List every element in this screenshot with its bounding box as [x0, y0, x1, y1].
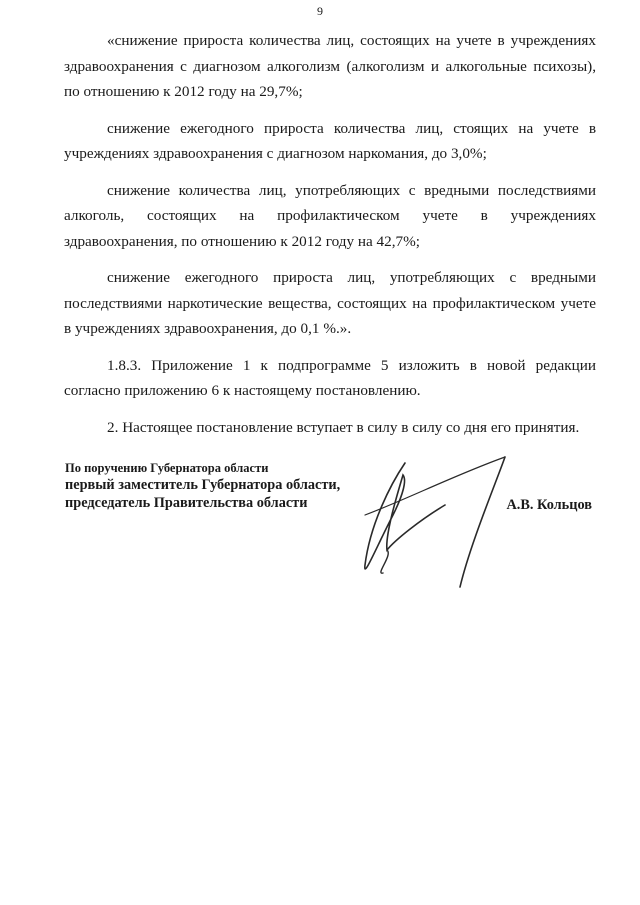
signature-position-line2: председатель Правительства области [65, 495, 308, 511]
paragraph-harmful-narcotics: снижение ежегодного прироста лиц, употребляющих с вредными последствиями наркотические вещества, состоящих на профилактическом учете в учреждениях здравоохранения, до 0,1 %.». [64, 269, 596, 337]
page-number: 9 [317, 4, 323, 18]
handwritten-signature [345, 455, 545, 595]
paragraph-harmful-alcohol: снижение количества лиц, употребляющих с вредными последствиями алкоголь, состоящих на профилактическом учете в учреждениях здравоохранения, по отношению к 2012 году на 42,7%; [64, 181, 596, 250]
paragraph-drug-addiction: снижение ежегодного прироста количества лиц, стоящих на учете в учреждениях здравоохранения с диагнозом наркомания, до 3,0%; [64, 119, 596, 162]
document-body [64, 28, 596, 451]
paragraph-effective-date: 2. Настоящее постановление вступает в силу в силу со дня его принятия. [107, 418, 580, 436]
signature-on-behalf: По поручению Губернатора области [65, 461, 269, 475]
paragraph-alcoholism: «снижение прироста количества лиц, состоящих на учете в учреждениях здравоохранения с диагнозом алкоголизм (алкоголизм и алкогольные психозы), по отношению к 2012 году на 29,7%; [64, 32, 596, 100]
paragraph-appendix: 1.8.3. Приложение 1 к подпрограмме 5 изложить в новой редакции согласно приложению 6 к настоящему постановлению. [64, 356, 596, 399]
signature-block [65, 455, 600, 595]
signatory-name: А.В. Кольцов [506, 497, 592, 513]
signature-position-line1: первый заместитель Губернатора области, [65, 477, 341, 493]
